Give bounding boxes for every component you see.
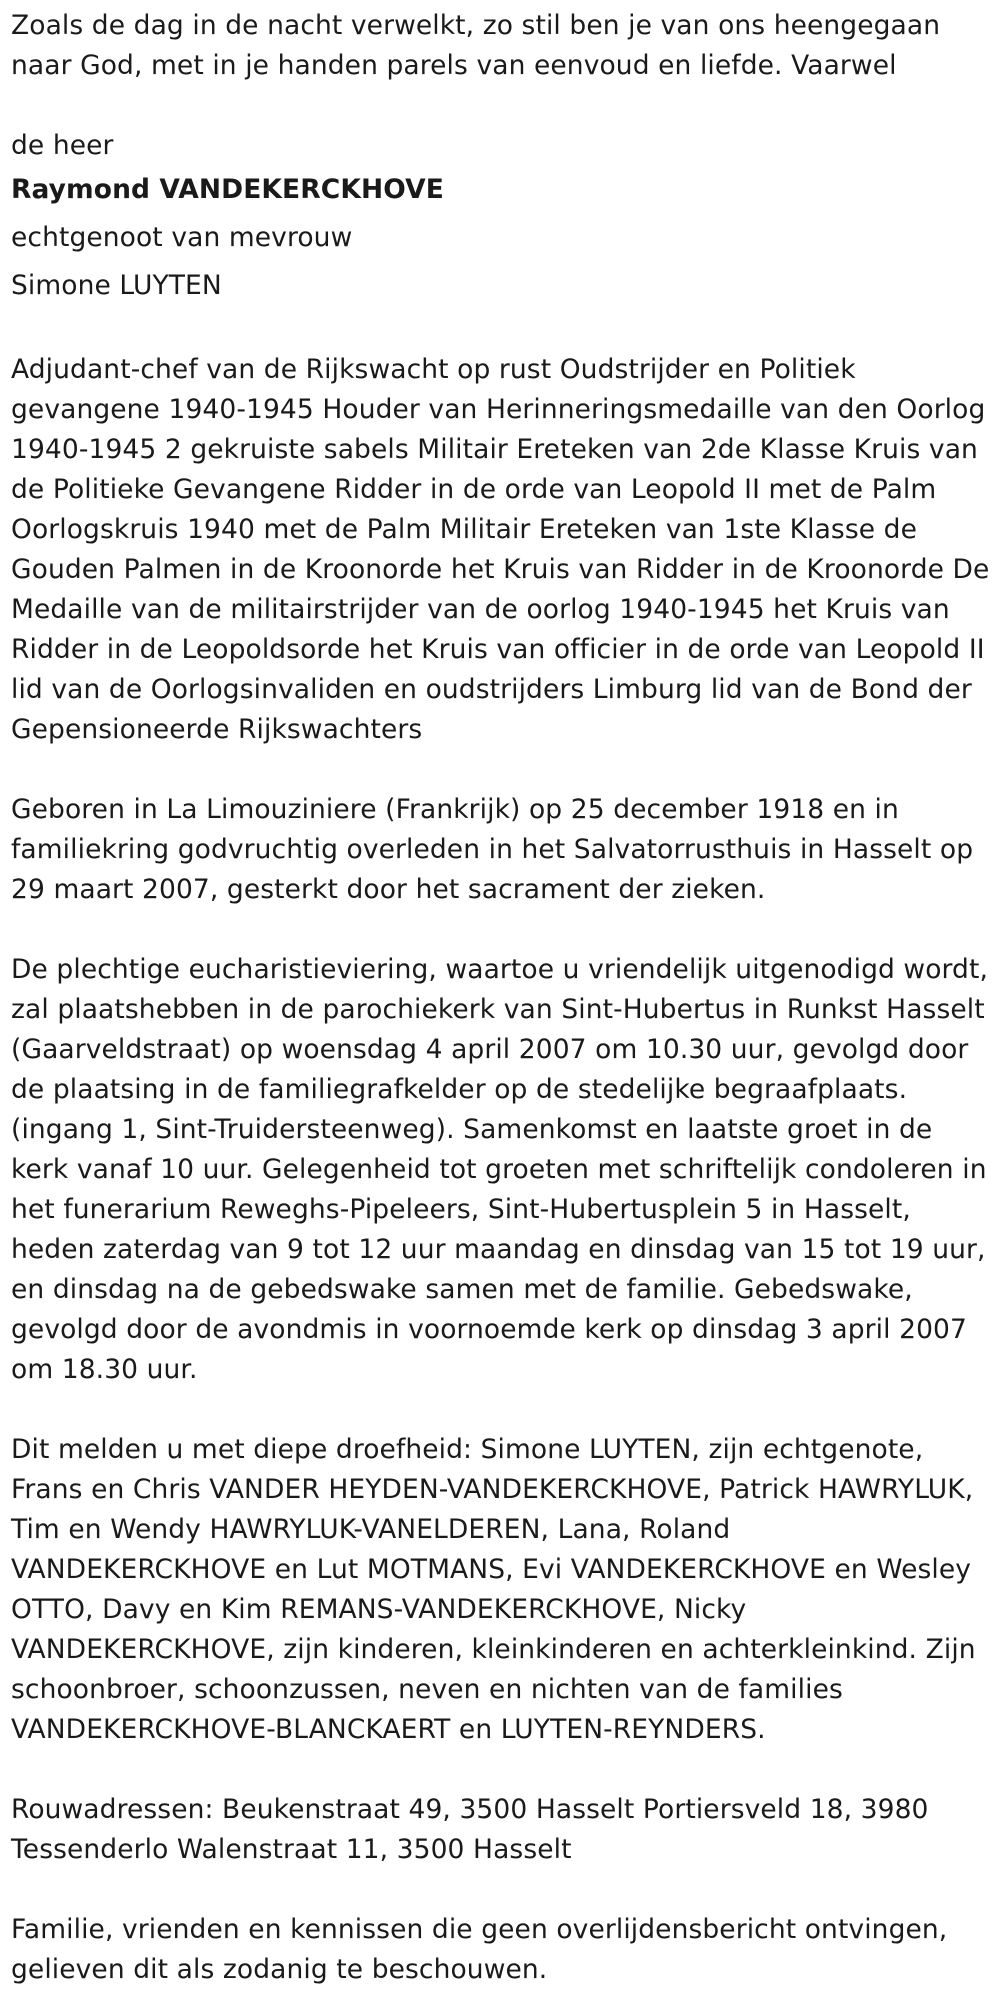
family-line: Frans en Chris VANDER HEYDEN-VANDEKERCKHOVE, Patrick HAWRYLUK, <box>11 1474 974 1505</box>
titles-line: Gepensioneerde Rijkswachters <box>11 714 423 745</box>
titles-line: Adjudant-chef van de Rijkswacht op rust Oudstrijder en Politiek <box>11 354 856 385</box>
titles-paragraph <box>11 350 990 750</box>
spacer <box>11 750 990 790</box>
ceremony-line: heden zaterdag van 9 tot 12 uur maandag en dinsdag van 15 tot 19 uur, <box>11 1234 986 1265</box>
family-line: schoonbroer, schoonzussen, neven en nichten van de families <box>11 1674 843 1705</box>
family-line: VANDEKERCKHOVE-BLANCKAERT en LUYTEN-REYNDERS. <box>11 1714 766 1745</box>
ceremony-paragraph <box>11 950 990 1390</box>
ceremony-line: het funerarium Reweghs-Pipeleers, Sint-Hubertusplein 5 in Hasselt, <box>11 1194 911 1225</box>
deceased-name: Raymond VANDEKERCKHOVE <box>11 174 444 205</box>
ceremony-line: De plechtige eucharistieviering, waartoe u vriendelijk uitgenodigd wordt, <box>11 954 988 985</box>
titles-line: Medaille van de militairstrijder van de oorlog 1940-1945 het Kruis van <box>11 594 950 625</box>
ceremony-line: kerk vanaf 10 uur. Gelegenheid tot groeten met schriftelijk condoleren in <box>11 1154 987 1185</box>
ceremony-line: (ingang 1, Sint-Truidersteenweg). Samenkomst en laatste groet in de <box>11 1114 933 1145</box>
titles-line: gevangene 1940-1945 Houder van Herinneringsmedaille van den Oorlog <box>11 394 986 425</box>
family-line: VANDEKERCKHOVE, zijn kinderen, kleinkinderen en achterkleinkind. Zijn <box>11 1634 976 1665</box>
intro-paragraph <box>11 6 990 86</box>
titles-line: Oorlogskruis 1940 met de Palm Militair Ereteken van 1ste Klasse de <box>11 514 917 545</box>
addresses-paragraph <box>11 1790 990 1870</box>
titles-line: Ridder in de Leopoldsorde het Kruis van officier in de orde van Leopold II <box>11 634 985 665</box>
spacer <box>11 310 990 350</box>
family-line: Tim en Wendy HAWRYLUK-VANELDEREN, Lana, Roland <box>11 1514 731 1545</box>
ceremony-line: en dinsdag na de gebedswake samen met de familie. Gebedswake, <box>11 1274 913 1305</box>
titles-line: de Politieke Gevangene Ridder in de orde van Leopold II met de Palm <box>11 474 937 505</box>
closing-paragraph <box>11 1910 990 1990</box>
ceremony-line: gevolgd door de avondmis in voornoemde kerk op dinsdag 3 april 2007 <box>11 1314 967 1345</box>
honorific: de heer <box>11 130 114 161</box>
birth-death-line: familiekring godvruchtig overleden in het Salvatorrusthuis in Hasselt op <box>11 834 974 865</box>
family-line: OTTO, Davy en Kim REMANS-VANDEKERCKHOVE, Nicky <box>11 1594 747 1625</box>
family-line: VANDEKERCKHOVE en Lut MOTMANS, Evi VANDEKERCKHOVE en Wesley <box>11 1554 972 1585</box>
spouse-label: echtgenoot van mevrouw <box>11 222 353 253</box>
address-line: Tessenderlo Walenstraat 11, 3500 Hasselt <box>11 1834 572 1865</box>
birth-death-line: Geboren in La Limouziniere (Frankrijk) op 25 december 1918 en in <box>11 794 899 825</box>
birth-death-paragraph <box>11 790 990 910</box>
titles-line: Gouden Palmen in de Kroonorde het Kruis van Ridder in de Kroonorde De <box>11 554 990 585</box>
closing-line: gelieven dit als zodanig te beschouwen. <box>11 1954 548 1985</box>
spouse-name: Simone LUYTEN <box>11 270 222 301</box>
spacer <box>11 86 990 126</box>
spacer <box>11 1750 990 1790</box>
titles-line: 1940-1945 2 gekruiste sabels Militair Ereteken van 2de Klasse Kruis van <box>11 434 978 465</box>
closing-line: Familie, vrienden en kennissen die geen overlijdensbericht ontvingen, <box>11 1914 948 1945</box>
birth-death-line: 29 maart 2007, gesterkt door het sacrament der zieken. <box>11 874 766 905</box>
ceremony-line: zal plaatshebben in de parochiekerk van Sint-Hubertus in Runkst Hasselt <box>11 994 985 1025</box>
address-line: Rouwadressen: Beukenstraat 49, 3500 Hasselt Portiersveld 18, 3980 <box>11 1794 929 1825</box>
ceremony-line: de plaatsing in de familiegrafkelder op de stedelijke begraafplaats. <box>11 1074 908 1105</box>
ceremony-line: (Gaarveldstraat) op woensdag 4 april 2007 om 10.30 uur, gevolgd door <box>11 1034 969 1065</box>
family-line: Dit melden u met diepe droefheid: Simone LUYTEN, zijn echtgenote, <box>11 1434 924 1465</box>
intro-line: Zoals de dag in de nacht verwelkt, zo stil ben je van ons heengegaan <box>11 10 941 41</box>
spacer <box>11 1870 990 1910</box>
intro-line: naar God, met in je handen parels van eenvoud en liefde. Vaarwel <box>11 50 897 81</box>
spacer <box>11 910 990 950</box>
family-paragraph <box>11 1430 990 1750</box>
spacer <box>11 1390 990 1430</box>
ceremony-line: om 18.30 uur. <box>11 1354 198 1385</box>
titles-line: lid van de Oorlogsinvaliden en oudstrijders Limburg lid van de Bond der <box>11 674 972 705</box>
